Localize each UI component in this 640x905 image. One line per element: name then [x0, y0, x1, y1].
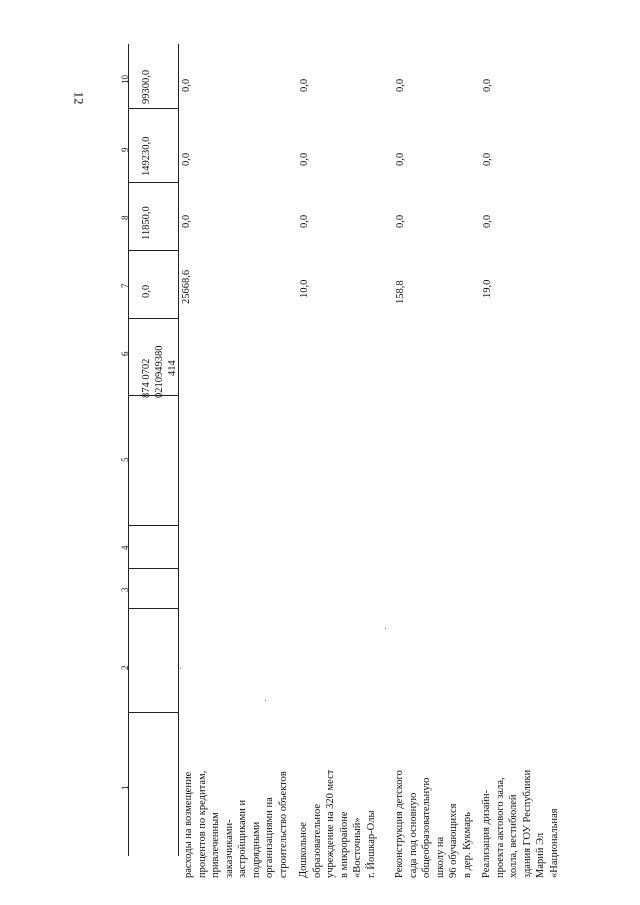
- row4-desc-line: здания ГОУ Республики: [521, 769, 533, 878]
- table-header-bottom-border: [178, 44, 179, 856]
- col-header-4: 4: [120, 545, 130, 550]
- row1-desc-line: строительство объектов: [277, 771, 289, 878]
- col-header-3: 3: [120, 587, 130, 592]
- row4-desc-line: Реализация дизайн-: [481, 789, 492, 878]
- col-separator-5-4: [128, 525, 178, 526]
- row3-desc-line: сада под основную: [407, 792, 419, 878]
- row3-col10: 0,0: [395, 78, 406, 92]
- col-header-7: 7: [120, 283, 130, 288]
- row3-col8: 0,0: [395, 214, 406, 228]
- scan-speck: [385, 628, 386, 629]
- row4-description: [480, 723, 561, 878]
- col-header-5: 5: [120, 457, 130, 462]
- row1-col6-line3: 414: [167, 360, 178, 376]
- row2-desc-line: в микрорайоне: [338, 811, 350, 878]
- table-outer-left-border: [128, 44, 129, 856]
- row3-desc-line: в дер. Кукмарь: [461, 812, 473, 878]
- row1-col9b: 0,0: [181, 152, 192, 166]
- row4-col8: 0,0: [482, 214, 493, 228]
- scan-speck: [180, 668, 181, 669]
- col-separator-10-9: [128, 108, 178, 109]
- row3-desc-line: школу на: [434, 836, 446, 878]
- row1-desc-line: застройщиками и: [237, 799, 248, 878]
- row4-desc-line: Марий Эл: [535, 832, 546, 878]
- row1-col7b: 25668,6: [181, 269, 192, 304]
- row3-desc-line: 96 обучающихся: [448, 803, 459, 878]
- row4-desc-line: холла, вестибюлей: [508, 794, 519, 878]
- row1-col8b: 0,0: [181, 214, 192, 228]
- col-separator-4-3: [128, 568, 178, 569]
- col-header-9: 9: [120, 147, 130, 152]
- row2-description: [297, 723, 378, 878]
- row4-col9: 0,0: [482, 152, 493, 166]
- col-header-8: 8: [120, 215, 130, 220]
- row3-col7: 158,8: [395, 280, 406, 304]
- row1-col8: 11850,0: [141, 206, 152, 240]
- col-header-6: 6: [120, 351, 130, 356]
- row1-desc-line: организациями на: [264, 797, 275, 878]
- row4-desc-line: проекта актового зала,: [494, 777, 506, 878]
- row1-desc-line: процентов по кредитам,: [196, 770, 208, 878]
- row3-col9: 0,0: [395, 152, 406, 166]
- row1-col10b: 0,0: [181, 78, 192, 92]
- row1-description: [182, 723, 290, 878]
- row2-desc-line: г. Йошкар-Олы: [365, 810, 377, 878]
- col-separator-9-8: [128, 182, 178, 183]
- row1-desc-line: расходы на возмещение: [183, 771, 194, 878]
- row2-desc-line: образовательное: [311, 804, 323, 878]
- row4-col10: 0,0: [482, 78, 493, 92]
- row2-col9: 0,0: [299, 152, 310, 166]
- col-separator-7-6: [128, 318, 178, 319]
- row2-desc-line: учреждение на 320 мест: [325, 769, 336, 878]
- col-header-10: 10: [120, 75, 130, 84]
- row3-description: [393, 723, 474, 878]
- row1-desc-line: заказчиками-: [223, 819, 235, 878]
- row1-col10: 99300,0: [141, 69, 152, 104]
- row1-desc-line: привлеченным: [210, 812, 221, 878]
- row1-desc-line: подрядными: [250, 821, 262, 878]
- col-separator-8-7: [128, 250, 178, 251]
- row1-col6-line1: 874 0702: [141, 358, 152, 398]
- col-header-1: 1: [120, 785, 130, 790]
- row2-desc-line: Дошкольное: [298, 822, 309, 878]
- row4-desc-line: «Национальная: [548, 808, 560, 878]
- row4-col7: 19,0: [482, 279, 493, 298]
- col-separator-3-2: [128, 608, 178, 609]
- row2-col8: 0,0: [299, 214, 310, 228]
- row1-col6-line2: 0210949380: [154, 345, 165, 398]
- row1-col9: 149230,0: [141, 136, 152, 176]
- row2-desc-line: «Восточный»: [352, 817, 363, 878]
- row2-col7: 10,0: [299, 279, 310, 298]
- col-header-2: 2: [120, 665, 130, 670]
- col-separator-2-1: [128, 712, 178, 713]
- row3-desc-line: общеобразовательную: [421, 777, 432, 878]
- row2-col10: 0,0: [299, 78, 310, 92]
- page-number: 12: [71, 91, 87, 105]
- row1-col7: 0,0: [141, 284, 152, 298]
- scan-speck: [265, 700, 266, 701]
- row3-desc-line: Реконструкция детского: [394, 770, 405, 878]
